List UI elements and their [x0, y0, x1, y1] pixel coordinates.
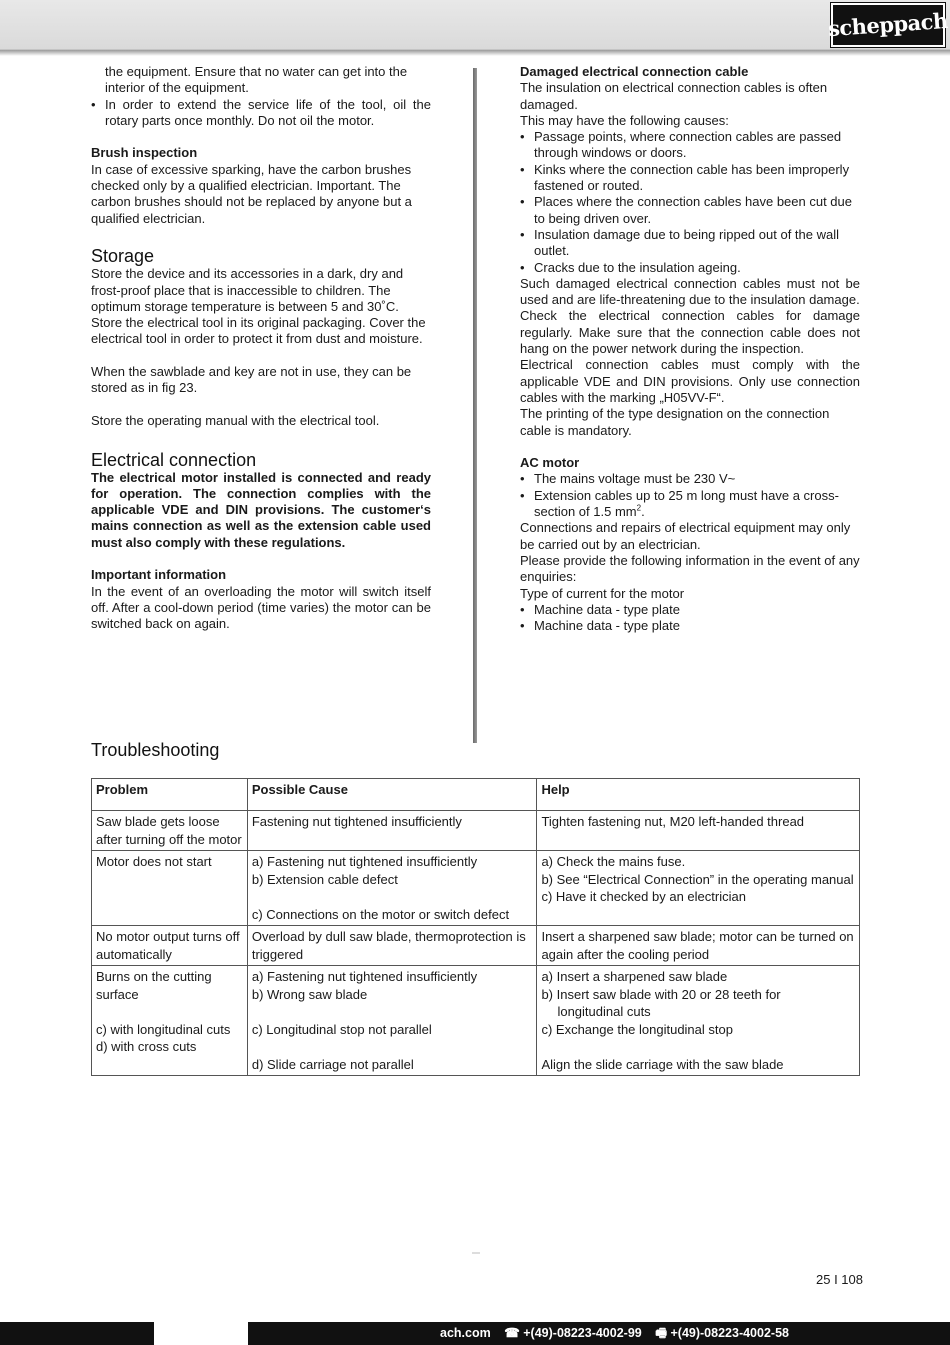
- ac-motor-list: [520, 471, 860, 520]
- storage-paragraph-2: When the sawblade and key are not in use, they can be stored as in fig 23.: [91, 364, 412, 396]
- electrical-connection-heading: Electrical connection: [91, 449, 257, 470]
- cell-line: c) Connections on the motor or switch defect: [251, 906, 510, 922]
- intro-continuation: [91, 64, 431, 97]
- cell-line: a) Fastening nut tightened insufficiently: [251, 854, 478, 869]
- cell-line: Fastening nut tightened insufficiently: [251, 814, 462, 829]
- ac-motor-cable-text: Extension cables up to 25 m long must have a cross-section of 1.5 mm: [534, 487, 839, 520]
- footer-fax: 🖷 +(49)-08223-4002-58: [655, 1326, 789, 1340]
- cause-item: • Passage points, where connection cables are passed through windows or doors.: [520, 129, 860, 162]
- cell-cause: [247, 926, 537, 966]
- cell-line: a) Check the mains fuse.: [541, 854, 686, 869]
- page-mark: [472, 1252, 480, 1254]
- header-possible-cause: Possible Cause: [247, 779, 537, 811]
- cell-line: d) Slide carriage not parallel: [251, 1056, 414, 1072]
- cell-line: c) Longitudinal stop not parallel: [251, 1021, 432, 1037]
- brush-inspection-heading: Brush inspection: [91, 145, 198, 161]
- cell-line: No motor output turns off automatically: [96, 929, 240, 962]
- ac-motor-cable-period: .: [641, 504, 645, 520]
- cell-problem: [92, 966, 248, 1076]
- cell-help: [537, 966, 860, 1076]
- cell-line: c) with longitudinal cuts: [96, 1021, 231, 1037]
- cell-problem: [92, 851, 248, 926]
- machine-data-list: [520, 602, 860, 635]
- ac-motor-cable-item: [520, 488, 860, 521]
- cell-line: longitudinal cuts: [557, 1004, 651, 1019]
- electrical-connection-text: The electrical motor installed is connected and ready for operation. The connection complies with the applicable VDE and DIN provisions. The customer‘s mains connection as well as the extension cable used must also comply with these regulations.: [91, 469, 431, 550]
- header-help: Help: [537, 779, 860, 811]
- machine-data-item: • Machine data - type plate: [520, 602, 860, 618]
- brand-logo: [827, 3, 949, 47]
- cell-line: Saw blade gets loose after turning off the motor: [96, 814, 242, 847]
- cause-item: • Cracks due to the insulation ageing.: [520, 260, 860, 276]
- cell-line: [252, 888, 533, 906]
- machine-data-item: • Machine data - type plate: [520, 618, 860, 634]
- damaged-cable-paragraph-3: Such damaged electrical connection cables must not be used and are life-threatening due to the insulation damage.: [520, 275, 860, 308]
- cell-line: Burns on the cutting surface: [96, 969, 212, 1002]
- table-row: [92, 851, 860, 926]
- cell-cause: [247, 851, 537, 926]
- cell-line: b) Insert saw blade with 20 or 28 teeth for: [541, 986, 781, 1002]
- page-number: 25 I 108: [816, 1272, 863, 1287]
- cell-line: c) Have it checked by an electrician: [541, 889, 746, 904]
- brand-logo-text: scheppach: [827, 7, 949, 41]
- cause-item: • Kinks where the connection cable has been improperly fastened or routed.: [520, 162, 860, 195]
- cell-line: b) Extension cable defect: [251, 871, 398, 887]
- intro-line-2: interior of the equipment.: [105, 80, 249, 96]
- damaged-cable-heading: Damaged electrical connection cable: [520, 64, 749, 79]
- cell-line: Motor does not start: [96, 854, 212, 869]
- footer-contact: [440, 1325, 799, 1341]
- ac-motor-voltage-item: • The mains voltage must be 230 V~: [520, 471, 860, 487]
- damaged-cable-paragraph-6: The printing of the type designation on the connection cable is mandatory.: [520, 406, 830, 438]
- table-row: [92, 811, 860, 851]
- footer-website: ach.com: [440, 1326, 491, 1340]
- damaged-cable-paragraph-2: This may have the following causes:: [520, 112, 729, 128]
- footer-phone: ☎ +(49)-08223-4002-99: [504, 1326, 642, 1340]
- column-divider: [473, 68, 477, 743]
- troubleshooting-heading: Troubleshooting: [91, 740, 220, 760]
- damaged-cable-causes-list: [520, 129, 860, 276]
- cell-line: d) with cross cuts: [96, 1039, 197, 1054]
- cell-line: Overload by dull saw blade, thermoprotection is triggered: [251, 929, 526, 962]
- cell-line: Tighten fastening nut, M20 left-handed thread: [541, 814, 805, 829]
- cell-line: b) Wrong saw blade: [251, 986, 368, 1002]
- ac-motor-heading: AC motor: [520, 455, 580, 471]
- cell-line: a) Fastening nut tightened insufficiently: [251, 969, 478, 984]
- cell-line: Insert a sharpened saw blade; motor can be turned on again after the cooling period: [541, 929, 854, 962]
- storage-paragraph-1: Store the device and its accessories in a dark, dry and frost-proof place that is inaccessible to children. The optimum storage temperature is between 5 and 30˚C. Store the electrical tool in its original packaging. Cover the electrical tool in order to protect it from dust and moisture.: [91, 266, 426, 347]
- ac-motor-paragraph-1: Connections and repairs of electrical equipment may only be carried out by an electrician.: [520, 520, 851, 552]
- cell-line: a) Insert a sharpened saw blade: [541, 969, 728, 984]
- table-row: [92, 926, 860, 966]
- header-problem: Problem: [92, 779, 248, 811]
- damaged-cable-paragraph-4: Check the electrical connection cables for damage regularly. Make sure that the connection cable does not hang on the power network during the inspection.: [520, 308, 860, 357]
- intro-bullet: • In order to extend the service life of the tool, oil the rotary parts once monthly. Do not oil the motor.: [91, 97, 431, 130]
- cell-help: [537, 811, 860, 851]
- header-shadow: [0, 50, 950, 56]
- cell-line: [96, 1003, 243, 1021]
- important-information-text: In the event of an overloading the motor will switch itself off. After a cool-down period (time varies) the motor can be switched back on again.: [91, 583, 431, 632]
- intro-bullet-list: [91, 97, 431, 130]
- storage-heading: Storage: [91, 246, 155, 267]
- cell-line: c) Exchange the longitudinal stop: [541, 1021, 733, 1037]
- cause-item: • Insulation damage due to being ripped out of the wall outlet.: [520, 227, 860, 260]
- cell-line: [252, 1038, 533, 1056]
- cell-line: Align the slide carriage with the saw blade: [541, 1056, 784, 1072]
- cell-help: [537, 851, 860, 926]
- cell-line: [252, 1003, 533, 1021]
- cell-problem: [92, 811, 248, 851]
- ac-motor-paragraph-3: Type of current for the motor: [520, 585, 685, 601]
- damaged-cable-paragraph-1: The insulation on electrical connection cables is often damaged.: [520, 80, 828, 112]
- damaged-cable-paragraph-5: Electrical connection cables must comply with the applicable VDE and DIN provisions. Only use connection cables with the marking „H05VV-F“.: [520, 357, 860, 405]
- cell-cause: [247, 966, 537, 1076]
- troubleshooting-table: [91, 778, 860, 1076]
- table-header-row: [92, 779, 860, 811]
- superscript-two: 2: [636, 503, 642, 513]
- cell-cause: [247, 811, 537, 851]
- cell-help: [537, 926, 860, 966]
- intro-line-1: the equipment. Ensure that no water can get into the: [105, 64, 408, 79]
- right-column: [520, 64, 860, 634]
- cell-line: b) See “Electrical Connection” in the operating manual: [541, 871, 854, 887]
- footer-gap: [154, 1322, 248, 1345]
- left-column: [91, 64, 431, 633]
- ac-motor-paragraph-2: Please provide the following information in the event of any enquiries:: [520, 552, 860, 585]
- important-information-heading: Important information: [91, 567, 227, 583]
- storage-paragraph-3: Store the operating manual with the electrical tool.: [91, 412, 380, 428]
- header-band: [0, 0, 950, 50]
- cell-line: [541, 1038, 855, 1056]
- cell-problem: [92, 926, 248, 966]
- table-row: [92, 966, 860, 1076]
- brush-inspection-text: In case of excessive sparking, have the carbon brushes checked only by a qualified electrician. Important. The carbon brushes should not be replaced by anyone but a qualified electrician.: [91, 161, 412, 226]
- cause-item: • Places where the connection cables have been cut due to being driven over.: [520, 194, 860, 227]
